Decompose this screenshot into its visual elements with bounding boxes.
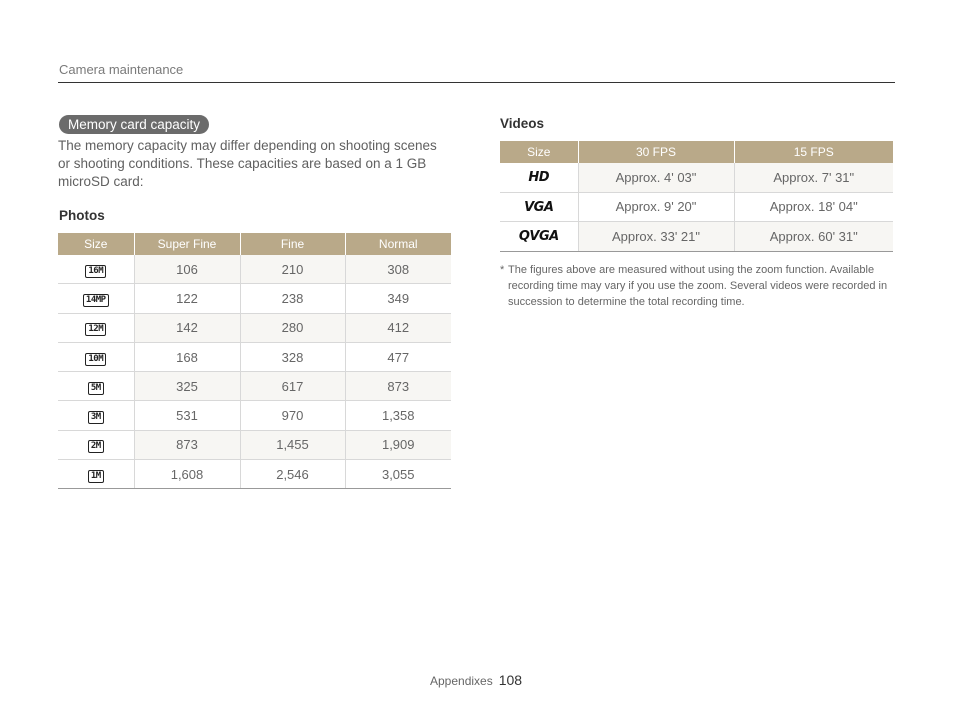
table-row (58, 313, 451, 342)
footnote-text: The figures above are measured without using the zoom function. Available recording time may vary if you use the zoom. Several videos were recorded in succession to determine the total recording time. (508, 264, 888, 308)
table-header-row (500, 141, 893, 163)
column-header-15fps: 15 FPS (734, 141, 893, 163)
column-header-super-fine: Super Fine (134, 233, 240, 255)
table-cell: 531 (134, 401, 240, 430)
table-row (58, 284, 451, 313)
table-cell: Approx. 7' 31" (734, 163, 893, 192)
footnote-asterisk: * (500, 264, 505, 276)
table-cell: 142 (134, 313, 240, 342)
table-row (58, 460, 451, 489)
table-cell: 1,455 (240, 430, 345, 459)
table-cell: Approx. 4' 03" (578, 163, 734, 192)
page-footer (430, 672, 522, 690)
header-divider (58, 82, 895, 83)
intro-paragraph: The memory capacity may differ depending on shooting scenes or shooting conditions. These capacities are based on a 1 GB microSD card: (58, 138, 437, 189)
column-header-fine: Fine (240, 233, 345, 255)
table-row (500, 192, 893, 222)
resolution-5m-icon: 5M (88, 382, 104, 395)
table-cell: 970 (240, 401, 345, 430)
table-cell: 873 (134, 430, 240, 459)
table-cell: 238 (240, 284, 345, 313)
resolution-16m-icon: 16M (85, 265, 106, 278)
table-cell: Approx. 18' 04" (734, 192, 893, 222)
column-header-size: Size (58, 233, 134, 255)
photos-capacity-table (58, 233, 451, 489)
column-header-30fps: 30 FPS (578, 141, 734, 163)
table-row (58, 255, 451, 284)
column-header-size: Size (500, 141, 578, 163)
table-row (58, 430, 451, 459)
column-header-normal: Normal (345, 233, 451, 255)
video-vga-icon: VGA (524, 199, 554, 215)
table-row (500, 222, 893, 252)
table-cell: 168 (134, 342, 240, 371)
table-cell: 210 (240, 255, 345, 284)
video-qvga-icon: QVGA (518, 229, 559, 245)
resolution-14mp-icon: 14MP (83, 294, 109, 307)
table-cell: 122 (134, 284, 240, 313)
footnote (500, 262, 900, 310)
resolution-3m-icon: 3M (88, 411, 104, 424)
table-cell: 1,909 (345, 430, 451, 459)
table-cell: 412 (345, 313, 451, 342)
table-cell: 617 (240, 372, 345, 401)
videos-heading: Videos (500, 116, 545, 131)
table-cell: 328 (240, 342, 345, 371)
table-header-row (58, 233, 451, 255)
page-number: 108 (498, 672, 523, 688)
table-cell: 280 (240, 313, 345, 342)
table-cell: 3,055 (345, 460, 451, 489)
table-cell: 106 (134, 255, 240, 284)
table-row (58, 342, 451, 371)
table-cell: 873 (345, 372, 451, 401)
table-cell: 325 (134, 372, 240, 401)
videos-recording-time-table (500, 141, 893, 252)
table-cell: 477 (345, 342, 451, 371)
page-header-title: Camera maintenance (59, 62, 184, 77)
table-cell: 1,608 (134, 460, 240, 489)
resolution-2m-icon: 2M (88, 440, 104, 453)
footer-section-label: Appendixes (430, 674, 493, 688)
resolution-1m-icon: 1M (88, 470, 104, 483)
resolution-10m-icon: 10M (85, 353, 106, 366)
table-cell: 308 (345, 255, 451, 284)
table-row (58, 372, 451, 401)
table-cell: Approx. 33' 21" (578, 222, 734, 252)
section-title-pill: Memory card capacity (59, 115, 209, 134)
table-cell: 1,358 (345, 401, 451, 430)
table-cell: Approx. 60' 31" (734, 222, 893, 252)
resolution-12m-icon: 12M (85, 323, 106, 336)
table-row (58, 401, 451, 430)
photos-heading: Photos (59, 208, 105, 223)
table-cell: 2,546 (240, 460, 345, 489)
table-row (500, 163, 893, 192)
table-cell: Approx. 9' 20" (578, 192, 734, 222)
video-hd-icon: HD (528, 170, 550, 186)
table-cell: 349 (345, 284, 451, 313)
